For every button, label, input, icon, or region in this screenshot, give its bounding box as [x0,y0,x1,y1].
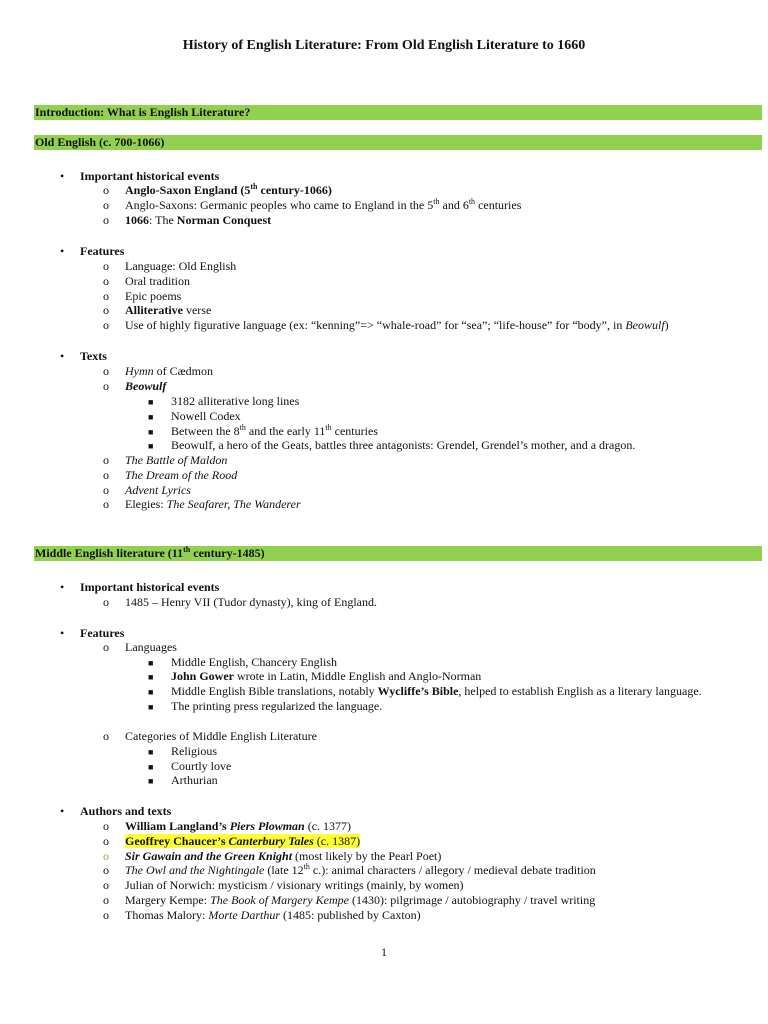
page-number: 1 [381,945,387,959]
me-author-langland: William Langland’s Piers Plowman (c. 1377) [125,819,352,833]
me-category-item: Arthurian [171,773,218,787]
bullet-circle: o [103,303,109,317]
bullet-circle: o [103,849,109,863]
beowulf-detail: Nowell Codex [171,409,241,423]
bullet-square: ■ [148,441,154,451]
bullet-square: ■ [148,427,154,437]
oe-text-elegies: Elegies: The Seafarer, The Wanderer [125,497,301,511]
bullet-square: ■ [148,687,154,697]
oe-feature-item: Oral tradition [125,274,190,288]
oe-texts-heading: Texts [80,349,107,363]
oe-text-advent: Advent Lyrics [125,483,191,497]
me-author-kempe: Margery Kempe: The Book of Margery Kempe (1430): pilgrimage / autobiography / travel writing [125,893,596,907]
beowulf-detail: Beowulf, a hero of the Geats, battles three antagonists: Grendel, Grendel’s mother, and a dragon. [171,438,636,452]
bullet-circle: o [103,468,109,482]
bullet-circle: o [103,259,109,273]
beowulf-detail: Between the 8th and the early 11th centuries [171,423,378,438]
bullet-circle: o [103,289,109,303]
bullet-square: ■ [148,747,154,757]
bullet-dot: • [60,804,65,818]
oe-feature-item: Epic poems [125,289,182,303]
me-languages: Languages [125,640,177,654]
bullet-dot: • [60,169,65,183]
oe-text-beowulf: Beowulf [125,379,167,393]
bullet-dot: • [60,626,65,640]
me-category-item: Religious [171,744,218,758]
bullet-dot: • [60,580,65,594]
bullet-circle: o [103,453,109,467]
bullet-square: ■ [148,412,154,422]
bullet-circle: o [103,497,109,511]
bullet-circle: o [103,834,109,848]
oe-anglo-saxons: Anglo-Saxons: Germanic peoples who came to England in the 5th and 6th centuries [125,197,522,212]
me-event-item: 1485 – Henry VII (Tudor dynasty), king of England. [125,595,377,609]
bullet-circle: o [103,379,109,393]
oe-norman-conquest: 1066: The Norman Conquest [125,213,272,227]
me-category-item: Courtly love [171,759,232,773]
bullet-square: ■ [148,672,154,682]
bullet-dot: • [60,349,65,363]
bullet-circle: o [103,198,109,212]
bullet-circle: o [103,213,109,227]
bullet-circle: o [103,640,109,654]
bullet-circle: o [103,483,109,497]
me-categories: Categories of Middle English Literature [125,729,317,743]
bullet-circle: o [103,878,109,892]
bullet-circle: o [103,908,109,922]
me-language-gower: John Gower wrote in Latin, Middle English and Anglo-Norman [171,669,482,683]
oe-feature-figurative: Use of highly figurative language (ex: “kenning”=> “whale-road” for “sea”; “life-house” for “body”, in Beowulf) [125,318,669,332]
bullet-circle: o [103,893,109,907]
section-heading-middle-english: Middle English literature (11th century-1485) [34,546,762,561]
bullet-square: ■ [148,397,154,407]
me-features-heading: Features [80,626,125,640]
oe-anglo-saxon-england: Anglo-Saxon England (5th century-1066) [125,182,332,197]
me-text-gawain: Sir Gawain and the Green Knight (most likely by the Pearl Poet) [125,849,442,863]
bullet-circle: o [103,183,109,197]
bullet-circle: o [103,863,109,877]
section-heading-intro: Introduction: What is English Literature? [34,105,762,120]
bullet-square: ■ [148,658,154,668]
bullet-circle: o [103,595,109,609]
me-text-owl: The Owl and the Nightingale (late 12th c.): animal characters / allegory / medieval debate tradition [125,862,596,877]
oe-text-rood: The Dream of the Rood [125,468,238,482]
page-title: History of English Literature: From Old English Literature to 1660 [182,38,586,53]
oe-feature-alliterative: Alliterative verse [125,303,212,317]
oe-feature-item: Language: Old English [125,259,237,273]
bullet-dot: • [60,244,65,258]
bullet-circle: o [103,364,109,378]
beowulf-detail: 3182 alliterative long lines [171,394,300,408]
bullet-circle: o [103,274,109,288]
oe-events-heading: Important historical events [80,169,220,183]
bullet-square: ■ [148,776,154,786]
bullet-circle: o [103,729,109,743]
me-language-bible: Middle English Bible translations, notably Wycliffe’s Bible, helped to establish English as a literary language. [171,684,702,698]
me-authors-heading: Authors and texts [80,804,172,818]
bullet-circle: o [103,318,109,332]
oe-features-heading: Features [80,244,125,258]
bullet-circle: o [103,819,109,833]
me-author-chaucer: Geoffrey Chaucer’s Canterbury Tales (c. 1387) [125,834,361,848]
oe-text-hymn: Hymn of Cædmon [125,364,214,378]
me-author-malory: Thomas Malory: Morte Darthur (1485: published by Caxton) [125,908,421,922]
me-events-heading: Important historical events [80,580,220,594]
me-author-julian: Julian of Norwich: mysticism / visionary writings (mainly, by women) [125,878,464,892]
bullet-square: ■ [148,702,154,712]
me-language-item: Middle English, Chancery English [171,655,337,669]
section-heading-old-english: Old English (c. 700-1066) [34,135,762,150]
bullet-square: ■ [148,762,154,772]
oe-text-maldon: The Battle of Maldon [125,453,228,467]
me-language-press: The printing press regularized the language. [171,699,383,713]
